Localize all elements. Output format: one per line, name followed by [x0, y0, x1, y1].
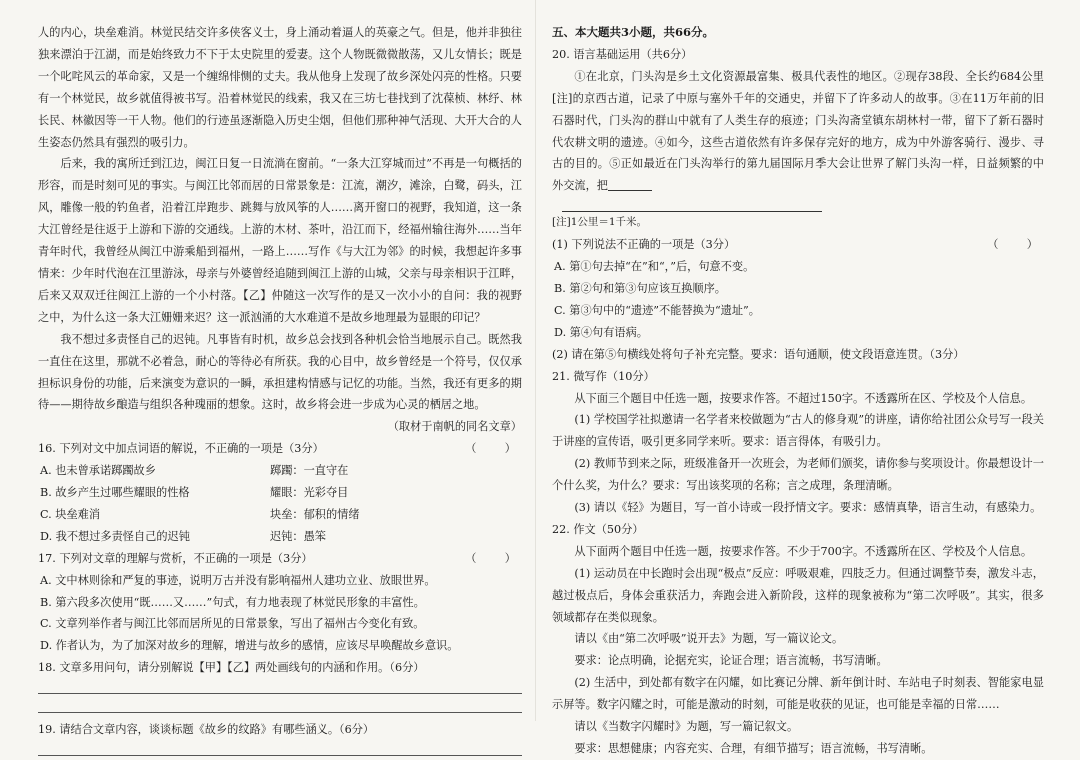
question-22-intro: 从下面两个题目中任选一题，按要求作答。不少于700字。不透露所在区、学校及个人信息。 — [574, 544, 1033, 558]
q16-option-b: B. 故乡产生过哪些耀眼的性格 耀眼：光彩夺目 — [40, 486, 349, 500]
question-20-title: 20. 语言基础运用（共6分） — [552, 47, 693, 61]
question-19: 19. 请结合文章内容，谈谈标题《故乡的纹路》有哪些涵义。（6分） — [38, 723, 375, 737]
question-20-sub2: (2) 请在第⑤句横线处将句子补充完整。要求：语句通顺，使文段语意连贯。（3分） — [552, 347, 965, 361]
q20-option-a: A. 第①句去掉“在”和“，”后，句意不变。 — [554, 260, 755, 274]
answer-line[interactable] — [38, 712, 522, 713]
question-21-item-3: (3) 请以《轻》为题目，写一首小诗或一段抒情文字。要求：感情真挚，语言生动，有感染力。 — [574, 501, 1042, 515]
q16-option-a: A. 也未曾承诺踯躅故乡 踯躅：一直守在 — [40, 464, 349, 478]
passage-source: （取材于南帆的同名文章） — [387, 420, 522, 434]
question-20-sub1: (1) 下列说法不正确的一项是（3分） （ ） — [552, 238, 1040, 252]
passage-paragraph-1: 人的内心，块垒难消。林觉民结交许多侠客义士，身上涌动着逼人的英豪之气。但是，他并非独往独来漂泊于江湖，而是始终致力不下于太史院里的爱妻。这个人物既微微散荡，又儿女情长；既是一个叱咤风云的革命家，又是一个缠绵悱恻的丈夫。我从他身上发现了故乡深处闪亮的性格。只要有一个林觉民，故乡就值得被书写。沿着林觉民的线索，我又在三坊七巷找到了沈葆桢、林纾、林长民、林徽因等一干人物。他们的行迹虽逐渐隐入历史尘烟，但他们那种神气活现、大开大合的人生姿态仍然具有强烈的吸引力。 — [38, 26, 522, 149]
question-21-item-1: (1) 学校国学社拟邀请一名学者来校做题为“古人的修身观”的讲座，请你给社团公众号写一段关于讲座的宣传语，吸引更多同学来听。要求：语言得体，有吸引力。 — [552, 413, 1044, 449]
question-22-item-2: (2) 生活中，到处都有数字在闪耀，如比赛记分牌、新年倒计时、车站电子时刻表、智能家电显示屏等。数字闪耀之时，可能是激动的时刻，可能是收获的见证，也可能是幸福的日常…… — [552, 676, 1044, 712]
question-22-title: 22. 作文（50分） — [552, 522, 644, 536]
question-21-intro: 从下面三个题目中任选一题，按要求作答。不超过150字。不透露所在区、学校及个人信息。 — [574, 391, 1033, 405]
q20-option-c: C. 第③句中的“遗迹”不能替换为“遗址”。 — [554, 303, 760, 317]
question-22-item-1-requirement: 要求：论点明确，论据充实，论证合理；语言流畅，书写清晰。 — [574, 654, 888, 668]
q17-option-c: C. 文章列举作者与闽江比邻而居所见的日常景象，写出了福州古今变化有致。 — [40, 617, 425, 631]
q20-option-d: D. 第④句有语病。 — [554, 325, 648, 339]
section-heading: 五、本大题共3小题，共66分。 — [552, 25, 715, 39]
question-22-item-1-task: 请以《由“第二次呼吸”说开去》为题，写一篇议论文。 — [574, 632, 844, 646]
left-column — [38, 22, 522, 756]
question-22-item-2-requirement: 要求：思想健康；内容充实、合理，有细节描写；语言流畅，书写清晰。 — [574, 742, 933, 755]
fill-blank-continued[interactable] — [562, 197, 822, 212]
footnote: [注]1公里＝1千米。 — [552, 216, 648, 229]
question-22-item-1: (1) 运动员在中长跑时会出现“极点”反应：呼吸艰难，四肢乏力。但通过调整节奏，激发斗志，越过极点后，身体会重获活力，奔跑会进入新阶段，这样的现象被称为“第二次呼吸”。其实，很多领域都存在类似现象。 — [552, 566, 1044, 624]
q20-option-b: B. 第②句和第③句应该互换顺序。 — [554, 281, 726, 295]
passage-paragraph-3: 我不想过多责怪自己的迟钝。凡事皆有时机，故乡总会找到各种机会恰当地展示自己。既然我一直住在这里，那就不必着急，耐心的等待必有所获。我的心目中，故乡曾经是一个符号，仅仅承担标识身份的功能，后来演变为意识的一瞬，承担建构情感与记忆的功能。当然，我还有更多的期待——期待故乡酿造与组织各种瑰丽的想象。这时，故乡将会进一步成为心灵的栖居之地。 — [38, 332, 522, 412]
question-22-item-2-task: 请以《当数字闪耀时》为题，写一篇记叙文。 — [574, 720, 799, 734]
question-17-stem: 17. 下列对文章的理解与赏析，不正确的一项是（3分） （ ） — [38, 551, 518, 565]
answer-line[interactable] — [38, 693, 522, 694]
fill-blank[interactable] — [608, 178, 652, 191]
q16-option-d: D. 我不想过多责怪自己的迟钝 迟钝：愚笨 — [40, 529, 326, 543]
passage-paragraph-2: 后来，我的寓所迁到江边，闽江日复一日流淌在窗前。“一条大江穿城而过”不再是一句概括的形容，而是时刻可见的事实。与闽江比邻而居的日常景象是：江流，潮汐，滩涂，白鹭，码头，江风，雕像一般的钓鱼者，沿着江岸跑步、跳舞与放风筝的人……离开窗口的视野，我知道，这一条大江曾经是往返于上游和下游的交通线。上游的木材、茶叶，沿江而下，经福州输往海外……当年青年时代，我曾经从闽江中游乘船到福州，一路上……写作《与大江为邻》的时候，我想起许多事情来：少年时代泡在江里游泳，母亲与外婆曾经追随到闽江上游的山城，父亲与母亲相识于江畔，后来又双双迁往闽江上游的一个小村落。【乙】仲随这一次写作的是又一次小小的自问：我的视野之中，为什么这一条大江姗姗来迟？这一派汹涌的大水难道不是故乡地理最为显眼的印记？ — [38, 157, 522, 324]
q17-option-a: A. 文中林则徐和严复的事迹，说明万古并没有影响福州人建功立业、放眼世界。 — [40, 573, 436, 587]
page-fold — [535, 0, 536, 721]
q17-option-b: B. 第六段多次使用“既……又……”句式，有力地表现了林觉民形象的丰富性。 — [40, 595, 425, 609]
q17-option-d: D. 作者认为，为了加深对故乡的理解，增进与故乡的感情，应该尽早唤醒故乡意识。 — [40, 639, 459, 653]
question-21-item-2: (2) 教师节到来之际，班级准备开一次班会，为老师们颁奖，请你参与奖项设计。你最想设计一个什么奖，为什么？要求：写出该奖项的名称；言之成理，条理清晰。 — [552, 457, 1044, 493]
question-20-passage: ①在北京，门头沟是乡土文化资源最富集、极具代表性的地区。②现存38段、全长约684公里[注]的京西古道，记录了中原与塞外千年的交通史，并留下了许多动人的故事。③在11万年前的旧石器时代，门头沟的群山中就有了人类生存的痕迹；门头沟斋堂镇东胡林村一带，留下了新石器时代农耕文明的遗迹。④如今，这些古道依然有许多保存完好的地方，成为中外游客骑行、漫步、寻古的目的。⑤正如最近在门头沟举行的第九届国际月季大会让世界了解门头沟一样，日益频繁的中外交流，把 — [552, 69, 1044, 193]
question-16-stem: 16. 下列对文中加点词语的解说，不正确的一项是（3分） （ ） — [38, 442, 518, 456]
answer-line[interactable] — [38, 755, 522, 756]
q16-option-c: C. 块垒难消 块垒：郁积的情绪 — [40, 507, 360, 521]
question-21-title: 21. 微写作（10分） — [552, 369, 655, 383]
question-18: 18. 文章多用问句，请分别解说【甲】【乙】两处画线句的内涵和作用。（6分） — [38, 661, 425, 675]
right-column — [552, 22, 1044, 760]
